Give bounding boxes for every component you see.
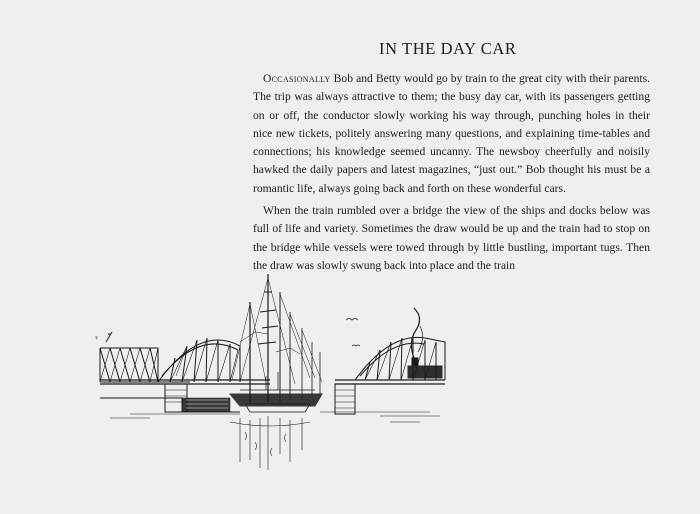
paragraph-1 [253, 70, 650, 198]
center-truss-icon [158, 338, 240, 382]
swing-bridge-illustration [90, 272, 470, 472]
paragraph-2-text: When the train rumbled over a bridge the view of the ships and docks below was full of life and variety. Sometimes the draw would be up and the train had to stop on the bridge while vessels were towed through by little bustling, important tugs. Then the draw was slowly swung back into place and the train [253, 204, 650, 272]
svg-text:♀: ♀ [94, 334, 100, 342]
bridge-drawing [90, 272, 470, 472]
paragraph-1-text: Bob and Betty would go by train to the great city with their parents. The trip was always attractive to them; the busy day car, with its passengers getting on or off, the conductor slowly working his way through, punching holes in their nice new tickets, politely answering many questions, and explaining time-tables and connections; his knowledge seemed uncanny. The newsboy cheerfully and noisily hawked the daily papers and latest magazines, “just out.” Bob thought his must be a romantic life, always going back and forth on these wonderful cars. [253, 72, 650, 195]
paragraph-1-lead: Occasionally [263, 72, 331, 85]
paragraph-2 [253, 202, 650, 275]
left-truss-icon [94, 332, 190, 382]
ship-masts-icon [232, 274, 322, 402]
water-reflection-icon [110, 412, 440, 470]
bird-icon [346, 319, 358, 321]
body-text [253, 70, 650, 275]
ship-hull-icon [230, 372, 322, 412]
page-title: IN THE DAY CAR [379, 39, 517, 58]
